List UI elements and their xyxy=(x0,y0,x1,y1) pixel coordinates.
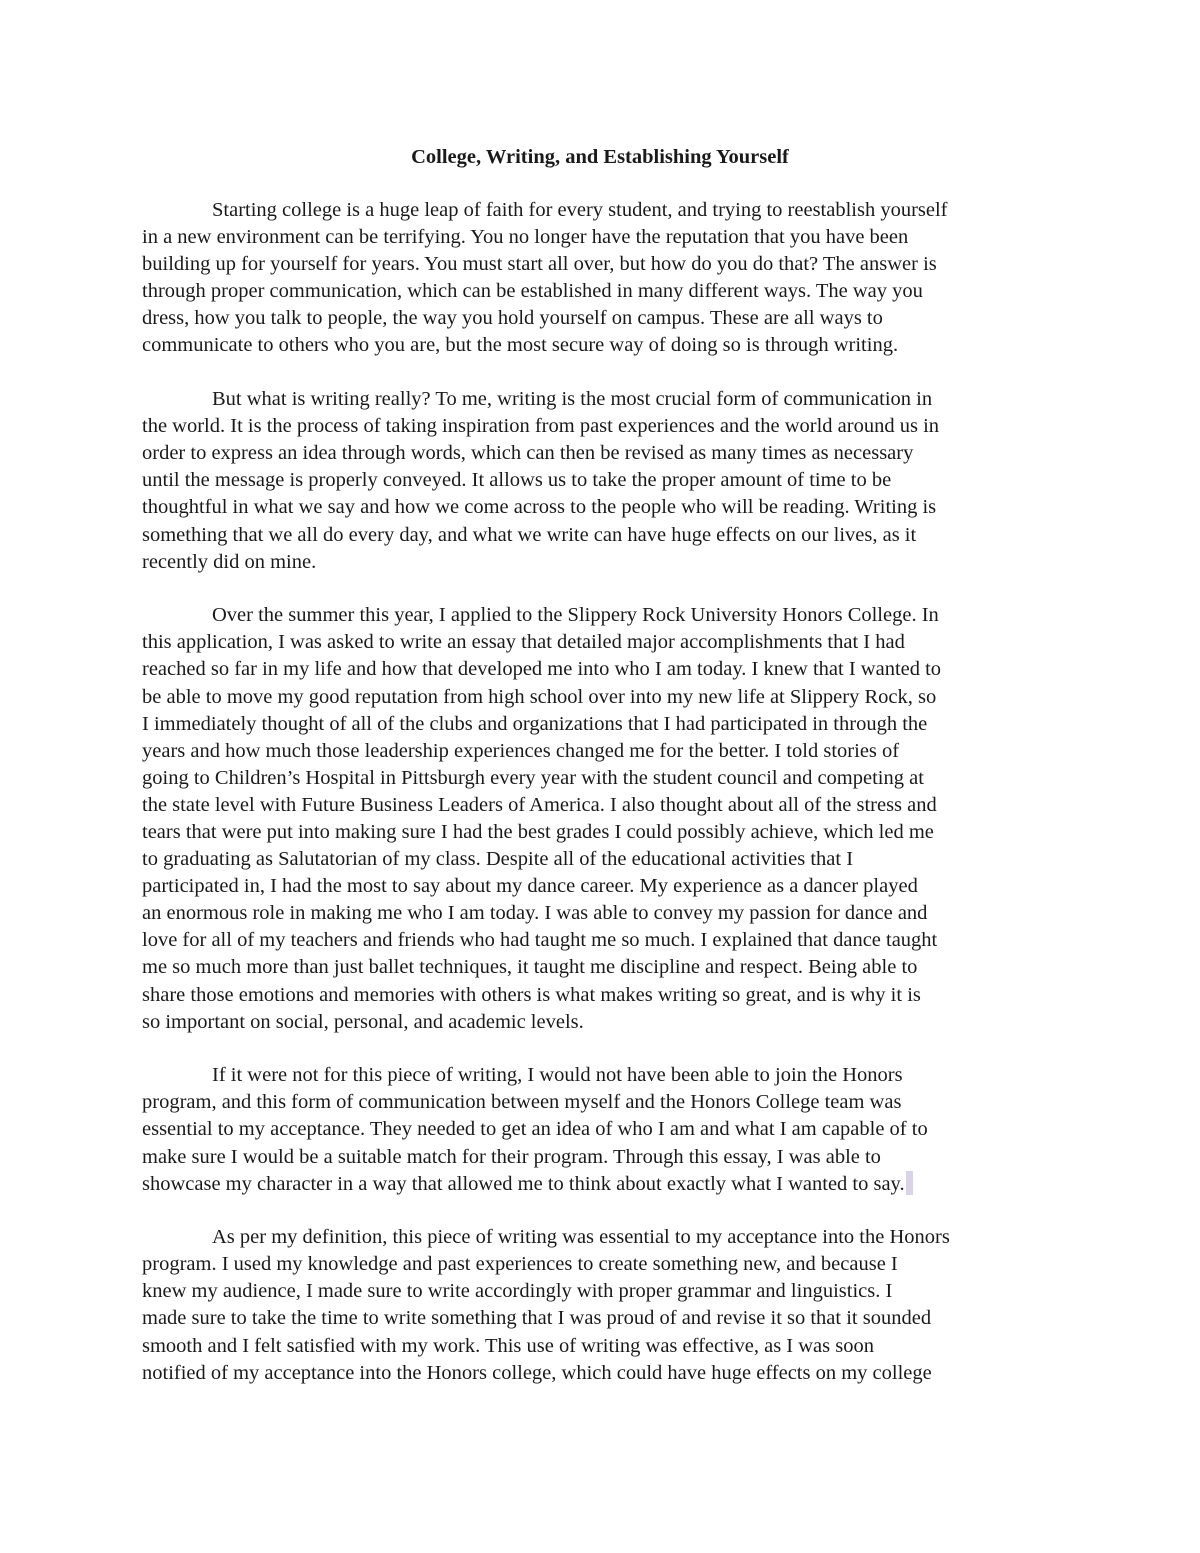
text-line: Starting college is a huge leap of faith for every student, and trying to reestablish yourself xyxy=(212,199,948,221)
text-line: through proper communication, which can be established in many different ways. The way you xyxy=(142,280,923,303)
text-line: If it were not for this piece of writing, I would not have been able to join the Honors xyxy=(212,1064,903,1087)
document-title: College, Writing, and Establishing Yourself xyxy=(411,146,789,168)
document-body xyxy=(142,197,1072,1413)
text-line: something that we all do every day, and what we write can have huge effects on our lives, as it xyxy=(142,523,917,546)
paragraph-3 xyxy=(142,602,1072,1036)
text-line: share those emotions and memories with others is what makes writing so great, and is why it is xyxy=(142,983,921,1006)
text-line: until the message is properly conveyed. It allows us to take the proper amount of time to be xyxy=(142,469,892,492)
text-line: love for all of my teachers and friends who had taught me so much. I explained that dance taught xyxy=(142,929,938,952)
text-line: Over the summer this year, I applied to the Slippery Rock University Honors College. In xyxy=(212,604,939,627)
text-line: years and how much those leadership experiences changed me for the better. I told stories of xyxy=(142,739,900,762)
text-line: the state level with Future Business Leaders of America. I also thought about all of the stress and xyxy=(142,793,937,816)
text-line: an enormous role in making me who I am today. I was able to convey my passion for dance and xyxy=(142,902,928,925)
text-line: the world. It is the process of taking inspiration from past experiences and the world around us in xyxy=(142,415,940,438)
text-line: But what is writing really? To me, writing is the most crucial form of communication in xyxy=(212,388,933,411)
text-line: notified of my acceptance into the Honors college, which could have huge effects on my college xyxy=(142,1361,932,1384)
text-line: thoughtful in what we say and how we come across to the people who will be reading. Writing is xyxy=(142,496,937,519)
text-line: program. I used my knowledge and past experiences to create something new, and because I xyxy=(142,1253,898,1276)
text-line: reached so far in my life and how that developed me into who I am today. I knew that I wanted to xyxy=(142,658,942,681)
text-line: this application, I was asked to write an essay that detailed major accomplishments that I had xyxy=(142,631,905,654)
paragraph-5 xyxy=(142,1224,1072,1387)
text-line: going to Children’s Hospital in Pittsburgh every year with the student council and competing at xyxy=(142,766,924,789)
text-line: recently did on mine. xyxy=(142,550,317,573)
text-line: communicate to others who you are, but the most secure way of doing so is through writing. xyxy=(142,334,899,357)
text-line: essential to my acceptance. They needed to get an idea of who I am and what I am capable of to xyxy=(142,1118,928,1141)
text-line: smooth and I felt satisfied with my work. This use of writing was effective, as I was soon xyxy=(142,1334,874,1357)
text-line: showcase my character in a way that allowed me to think about exactly what I wanted to say. xyxy=(142,1172,905,1195)
text-line: program, and this form of communication between myself and the Honors College team was xyxy=(142,1091,902,1114)
text-line: participated in, I had the most to say about my dance career. My experience as a dancer played xyxy=(142,875,918,898)
text-line: dress, how you talk to people, the way you hold yourself on campus. These are all ways to xyxy=(142,307,883,330)
text-line: made sure to take the time to write something that I was proud of and revise it so that it sounded xyxy=(142,1307,932,1330)
text-line: make sure I would be a suitable match for their program. Through this essay, I was able to xyxy=(142,1145,881,1168)
paragraph-1 xyxy=(142,197,1072,360)
text-line: so important on social, personal, and academic levels. xyxy=(142,1010,584,1033)
text-line: tears that were put into making sure I had the best grades I could possibly achieve, which led me xyxy=(142,820,934,843)
text-line: order to express an idea through words, which can then be revised as many times as necessary xyxy=(142,442,914,465)
text-line: to graduating as Salutatorian of my class. Despite all of the educational activities that I xyxy=(142,848,854,871)
text-line: be able to move my good reputation from high school over into my new life at Slippery Rock, so xyxy=(142,685,937,708)
text-cursor-highlight xyxy=(906,1171,913,1195)
paragraph-4 xyxy=(142,1062,1072,1197)
text-line: As per my definition, this piece of writing was essential to my acceptance into the Honors xyxy=(212,1226,950,1249)
text-line-with-cursor xyxy=(142,1171,1072,1198)
text-line: knew my audience, I made sure to write accordingly with proper grammar and linguistics. I xyxy=(142,1280,893,1303)
text-line: building up for yourself for years. You must start all over, but how do you do that? The answer is xyxy=(142,253,937,276)
text-line: I immediately thought of all of the clubs and organizations that I had participated in through the xyxy=(142,712,928,735)
text-line: in a new environment can be terrifying. You no longer have the reputation that you have been xyxy=(142,226,909,249)
text-line: me so much more than just ballet techniques, it taught me discipline and respect. Being able to xyxy=(142,956,918,979)
paragraph-2 xyxy=(142,386,1072,576)
